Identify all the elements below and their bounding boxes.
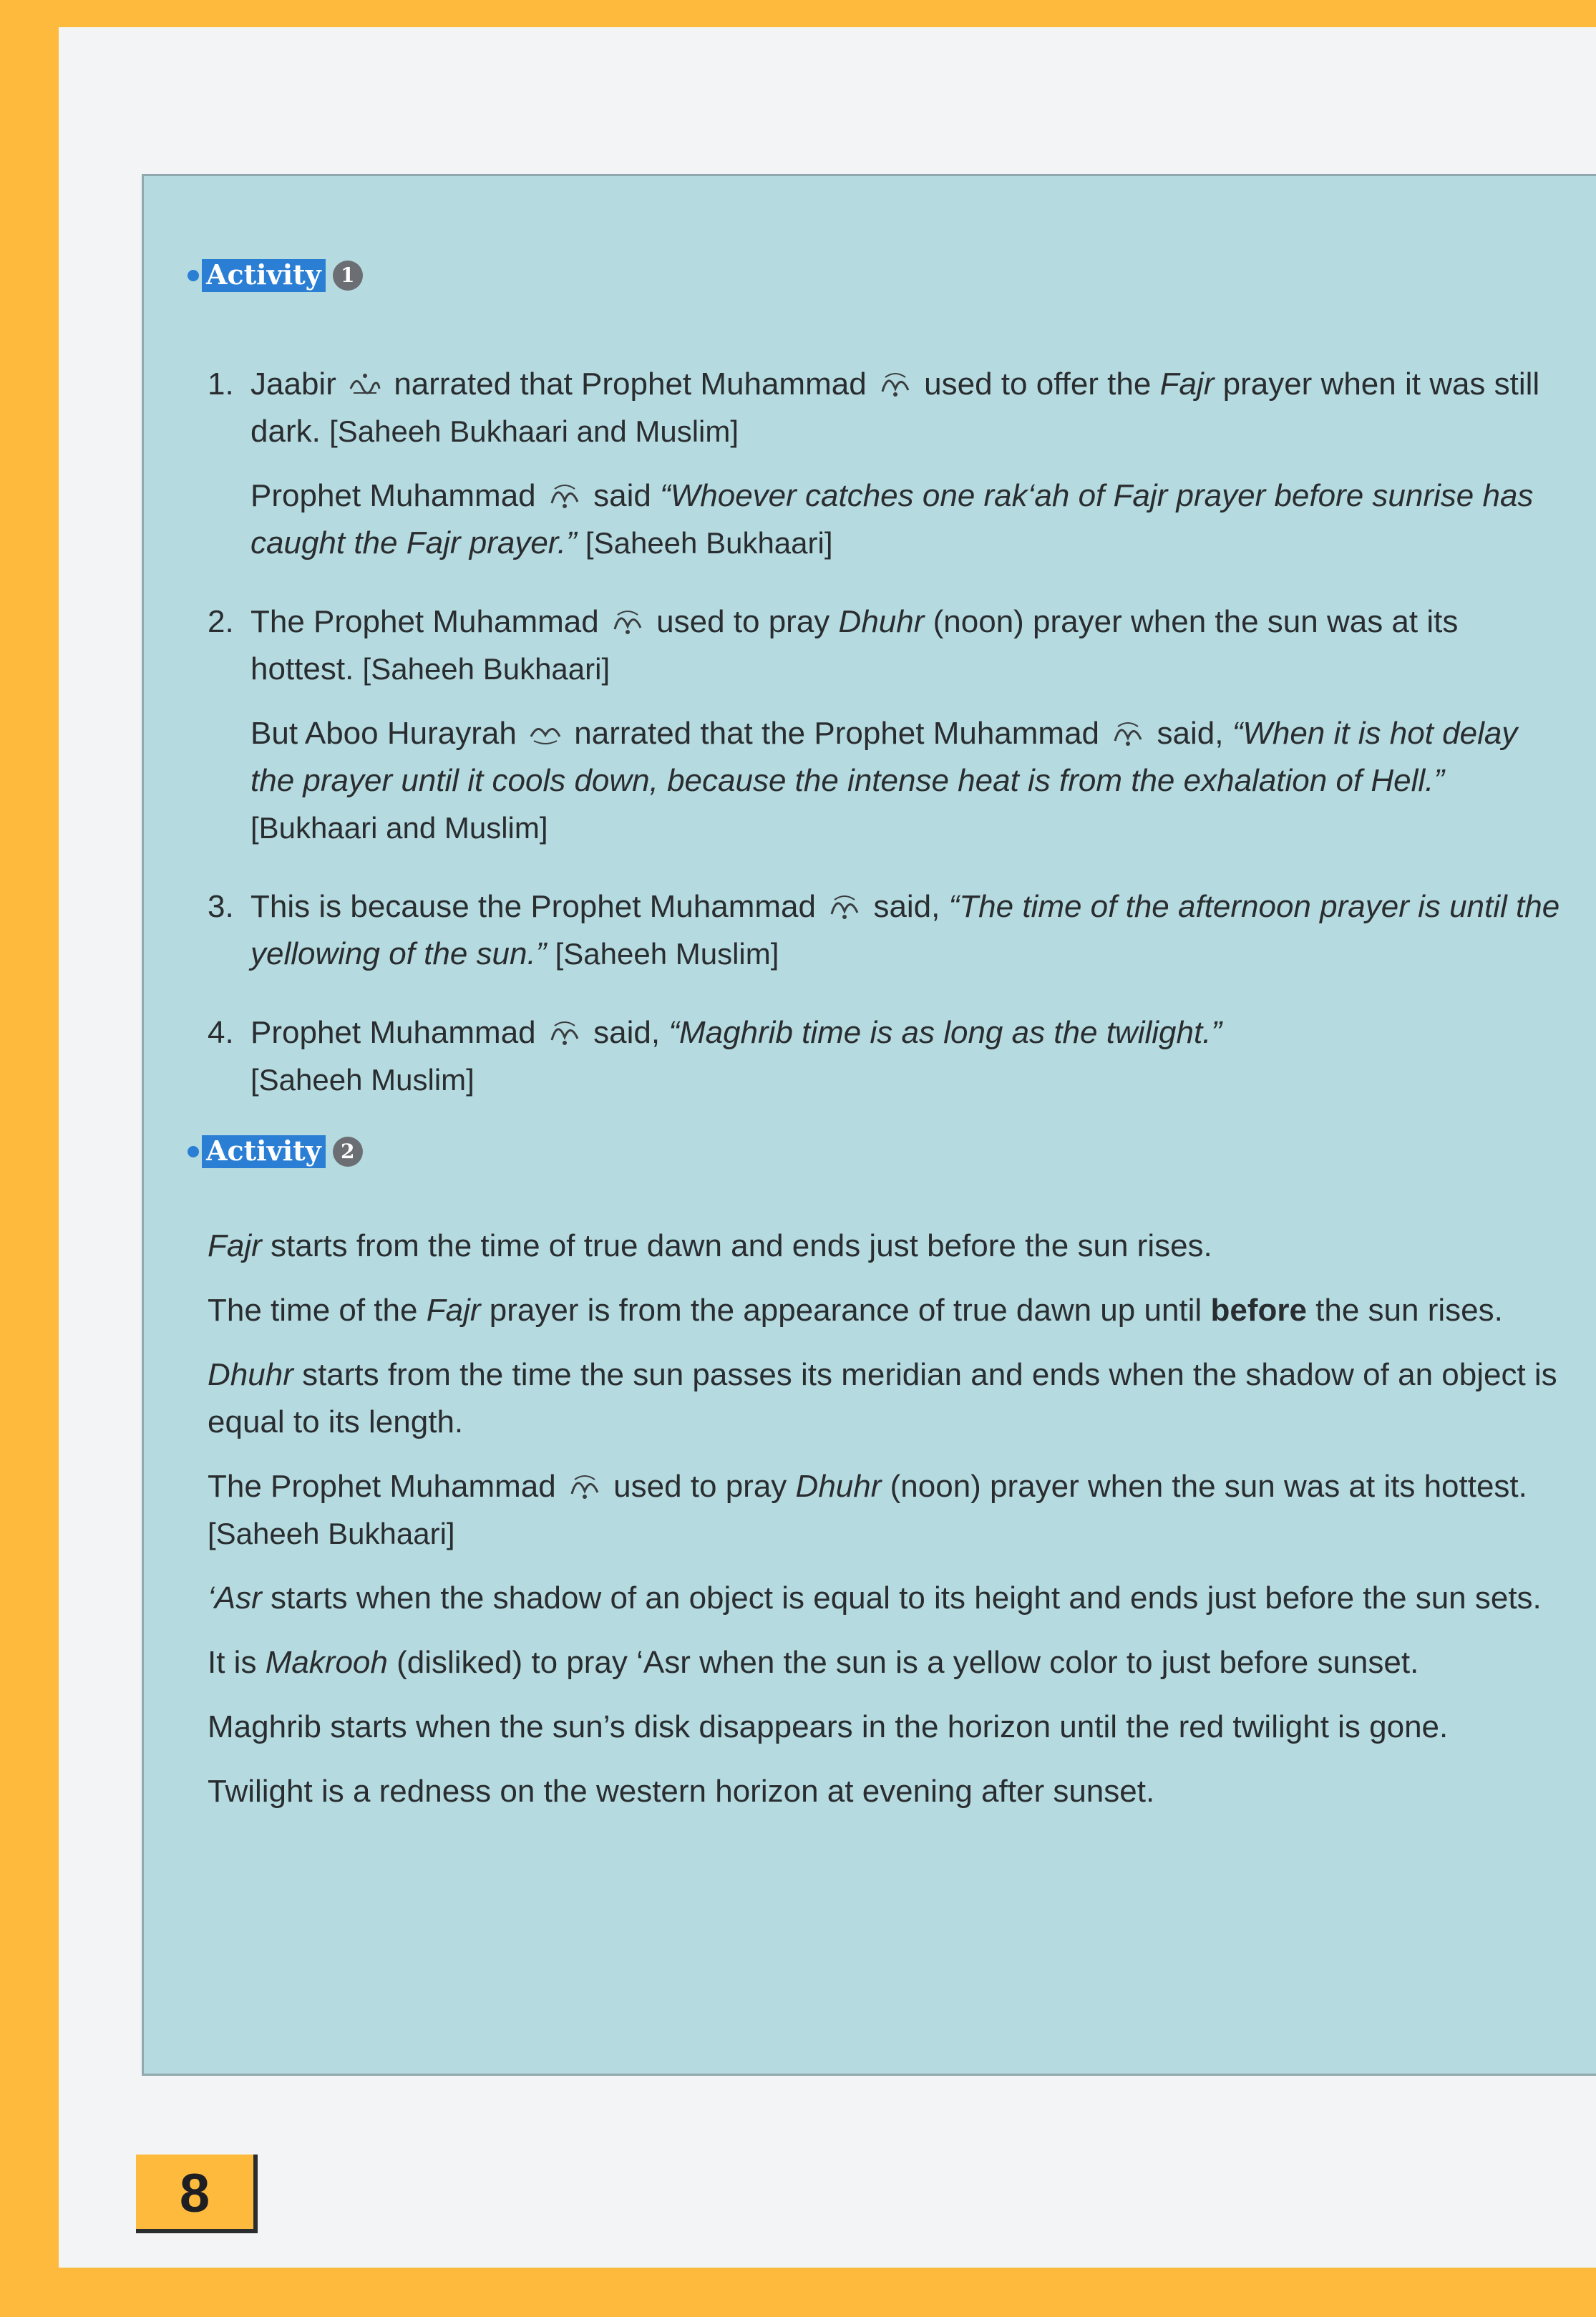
paragraph-bold: before xyxy=(1210,1293,1307,1328)
quote: “Whoever catches one rak‘ah of Fajr prayer before sunrise has caught the Fajr prayer.” xyxy=(250,478,1534,560)
list-item xyxy=(208,883,1560,995)
paragraph-text: prayer is from the appearance of true dawn up until xyxy=(489,1293,1202,1328)
paragraph-italic: Fajr xyxy=(426,1293,481,1328)
item-text-part: Prophet Muhammad xyxy=(250,1015,536,1050)
quote: “When it is hot delay the prayer until it cools down, because the intense heat is from the exhalation of Hell.” xyxy=(250,716,1518,798)
item-text-part: used to pray xyxy=(656,604,830,639)
list-item xyxy=(208,361,1560,584)
reference: [Saheeh Muslim] xyxy=(555,937,779,971)
paragraph-text: The time of the xyxy=(208,1293,418,1328)
item-text-part: said xyxy=(593,478,651,513)
item-text-italic: Dhuhr xyxy=(838,604,925,639)
paragraph-text: starts when the shadow of an object is equal to its height and ends just before the sun sets. xyxy=(271,1580,1542,1616)
paragraph-text: starts from the time of true dawn and ends just before the sun rises. xyxy=(271,1228,1212,1263)
activity-1-number: 1 xyxy=(333,261,363,291)
paragraph xyxy=(208,1287,1560,1334)
item-text-part: prayer when it was still dark. xyxy=(250,366,1540,449)
item-text-part: said, xyxy=(593,1015,661,1050)
honorific-calligraphy-icon xyxy=(528,717,563,748)
item-text-italic: Fajr xyxy=(1159,366,1215,402)
reference: [Bukhaari and Muslim] xyxy=(250,811,548,845)
item-text-part: used to offer the xyxy=(924,366,1152,402)
item-text xyxy=(250,1009,1560,1104)
item-text-part: said, xyxy=(873,889,940,924)
paragraph-italic: ‘Asr xyxy=(208,1580,262,1616)
paragraph-text: (disliked) to pray ‘Asr when the sun is a yellow color to just before sunset. xyxy=(396,1645,1419,1680)
peace-be-upon-him-icon xyxy=(827,890,862,921)
peace-be-upon-him-icon xyxy=(548,479,582,510)
item-text xyxy=(250,710,1560,852)
activity-2-number: 2 xyxy=(333,1137,363,1167)
honorific-calligraphy-icon xyxy=(348,367,382,399)
paragraph xyxy=(208,1223,1560,1270)
reference: [Saheeh Bukhaari and Muslim] xyxy=(329,414,739,448)
reference: [Saheeh Bukhaari] xyxy=(585,526,833,560)
paragraph xyxy=(208,1463,1560,1558)
reference: [Saheeh Muslim] xyxy=(250,1063,475,1097)
peace-be-upon-him-icon xyxy=(878,367,913,399)
list-item-number: 2. xyxy=(208,604,234,639)
reference: [Saheeh Bukhaari] xyxy=(362,652,610,686)
paragraph-italic: Dhuhr xyxy=(795,1469,882,1504)
paragraph: Maghrib starts when the sun’s disk disappears in the horizon until the red twilight is gone. xyxy=(208,1709,1449,1744)
paragraph-text: It is xyxy=(208,1645,257,1680)
item-text xyxy=(250,361,1560,455)
paragraph-text: The Prophet Muhammad xyxy=(208,1469,556,1504)
paragraph-italic: Makrooh xyxy=(265,1645,388,1680)
item-text-part: narrated that the Prophet Muhammad xyxy=(574,716,1100,751)
bullet-dot-icon xyxy=(188,270,199,281)
item-text-part: The Prophet Muhammad xyxy=(250,604,599,639)
item-text-part: But Aboo Hurayrah xyxy=(250,716,517,751)
activity-2-header xyxy=(188,1135,363,1168)
item-text-part: said, xyxy=(1157,716,1224,751)
item-text xyxy=(250,598,1560,693)
item-text xyxy=(250,472,1560,567)
activity-2-label: Activity xyxy=(202,1135,326,1168)
quote: “Maghrib time is as long as the twilight.” xyxy=(668,1015,1222,1050)
list-item-number: 4. xyxy=(208,1015,234,1050)
paragraph xyxy=(208,1351,1560,1446)
item-text-part: Prophet Muhammad xyxy=(250,478,536,513)
list-item-number: 3. xyxy=(208,889,234,924)
bullet-dot-icon xyxy=(188,1146,199,1157)
page-border-top-left xyxy=(0,0,59,319)
activity-1-content xyxy=(208,361,1560,1121)
peace-be-upon-him-icon xyxy=(548,1016,582,1047)
paragraph xyxy=(208,1639,1560,1686)
quote: “The time of the afternoon prayer is until the yellowing of the sun.” xyxy=(250,889,1560,971)
peace-be-upon-him-icon xyxy=(1111,717,1145,748)
page-border-bottom-left xyxy=(0,1847,59,2317)
reference: [Saheeh Bukhaari] xyxy=(208,1517,455,1550)
item-text-part: narrated that Prophet Muhammad xyxy=(394,366,867,402)
list-item-number: 1. xyxy=(208,366,234,402)
list-item xyxy=(208,598,1560,869)
activity-1-header xyxy=(188,259,363,292)
paragraph xyxy=(208,1575,1560,1622)
paragraph-italic: Dhuhr xyxy=(208,1357,293,1392)
paragraph-text: (noon) prayer when the sun was at its hottest. xyxy=(890,1469,1527,1504)
paragraph-italic: Fajr xyxy=(208,1228,262,1263)
peace-be-upon-him-icon xyxy=(610,605,645,636)
item-text-part: (noon) prayer when the sun was at its hottest. xyxy=(250,604,1459,686)
item-text-part: Jaabir xyxy=(250,366,336,402)
peace-be-upon-him-icon xyxy=(568,1470,602,1501)
activity-2-content xyxy=(208,1223,1560,1832)
paragraph-text: the sun rises. xyxy=(1315,1293,1503,1328)
activity-1-label: Activity xyxy=(202,259,326,292)
item-text-part: This is because the Prophet Muhammad xyxy=(250,889,816,924)
page-number: 8 xyxy=(136,2155,258,2233)
item-text xyxy=(250,883,1560,978)
paragraph-text: used to pray xyxy=(613,1469,787,1504)
paragraph: Twilight is a redness on the western horizon at evening after sunset. xyxy=(208,1774,1155,1809)
list-item xyxy=(208,1009,1560,1121)
paragraph-text: starts from the time the sun passes its meridian and ends when the shadow of an object is equal to its length. xyxy=(208,1357,1557,1439)
